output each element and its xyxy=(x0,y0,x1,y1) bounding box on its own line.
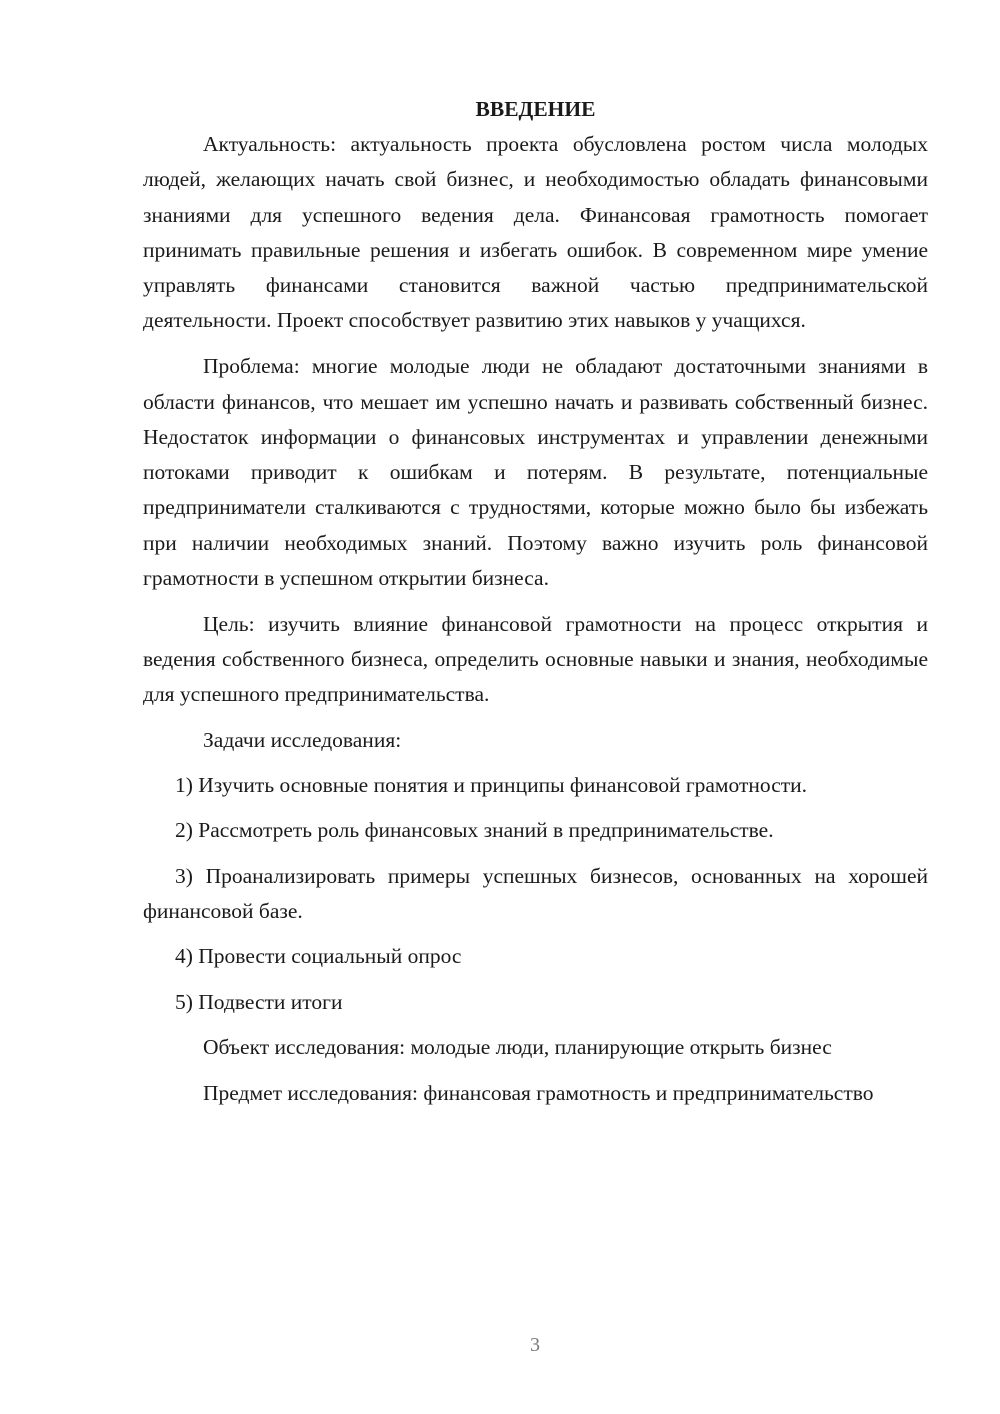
task-item-4: 4) Провести социальный опрос xyxy=(175,944,462,969)
relevance-paragraph: Актуальность: актуальность проекта обусловлена ростом числа молодых людей, желающих начать свой бизнес, и необходимостью обладать финансовыми знаниями для успешного ведения дела. Финансовая грамотность помогает принимать правильные решения и избегать ошибок. В современном мире умение управлять финансами становится важной частью предпринимательской деятельности. Проект способствует развитию этих навыков у учащихся. xyxy=(143,132,928,333)
section-heading: ВВЕДЕНИЕ xyxy=(475,97,596,121)
tasks-title: Задачи исследования: xyxy=(203,727,402,752)
object-paragraph: Объект исследования: молодые люди, планирующие открыть бизнес xyxy=(203,1035,832,1060)
goal-paragraph: Цель: изучить влияние финансовой грамотности на процесс открытия и ведения собственного бизнеса, определить основные навыки и знания, необходимые для успешного предпринимательства. xyxy=(143,611,928,707)
subject-paragraph: Предмет исследования: финансовая грамотность и предпринимательство xyxy=(203,1081,874,1106)
page-content xyxy=(143,92,928,1111)
task-item-3: 3) Проанализировать примеры успешных бизнесов, основанных на хорошей финансовой базе. xyxy=(143,863,928,923)
task-item-1: 1) Изучить основные понятия и принципы финансовой грамотности. xyxy=(175,773,808,798)
page-number: 3 xyxy=(530,1334,540,1356)
task-item-5: 5) Подвести итоги xyxy=(175,989,343,1014)
problem-paragraph: Проблема: многие молодые люди не обладают достаточными знаниями в области финансов, что мешает им успешно начать и развивать собственный бизнес. Недостаток информации о финансовых инструментах и управлении денежными потоками приводит к ошибкам и потерям. В результате, потенциальные предприниматели сталкиваются с трудностями, которые можно было бы избежать при наличии необходимых знаний. Поэтому важно изучить роль финансовой грамотности в успешном открытии бизнеса. xyxy=(143,354,928,591)
task-item-2: 2) Рассмотреть роль финансовых знаний в предпринимательстве. xyxy=(175,818,774,843)
